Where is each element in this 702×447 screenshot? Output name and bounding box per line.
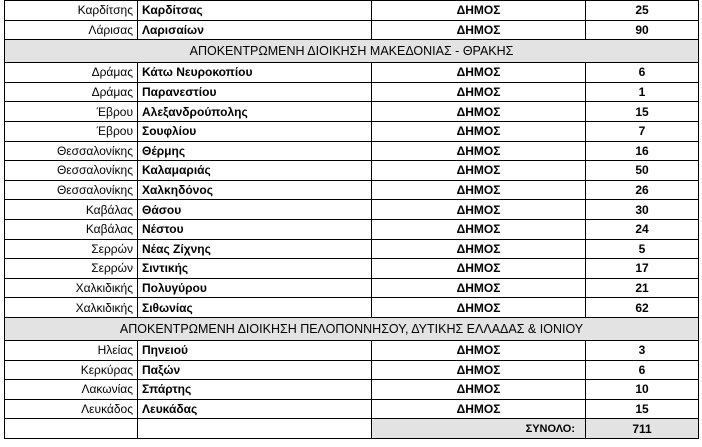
section-header-macedonia	[5, 40, 699, 63]
municipality-cell: Νέστου	[138, 219, 372, 239]
count-cell: 6	[586, 63, 699, 83]
count-cell: 1	[586, 82, 699, 102]
type-cell: ΔΗΜΟΣ	[372, 219, 586, 239]
count-cell: 15	[586, 102, 699, 122]
region-cell: Σερρών	[5, 259, 138, 279]
table-row	[5, 141, 699, 161]
total-row	[5, 419, 699, 439]
municipality-cell: Σιθωνίας	[138, 298, 372, 318]
type-cell: ΔΗΜΟΣ	[372, 82, 586, 102]
municipality-cell: Σιντικής	[138, 259, 372, 279]
table-body	[5, 1, 699, 439]
count-cell: 90	[586, 20, 699, 40]
table-row	[5, 1, 699, 21]
count-cell: 30	[586, 200, 699, 220]
count-cell: 62	[586, 298, 699, 318]
total-label: ΣΥΝΟΛΟ:	[372, 419, 586, 439]
municipality-cell: Παρανεστίου	[138, 82, 372, 102]
municipality-cell: Σουφλίου	[138, 121, 372, 141]
count-cell: 5	[586, 239, 699, 259]
table-row	[5, 121, 699, 141]
region-cell: Λευκάδος	[5, 399, 138, 419]
count-cell: 6	[586, 360, 699, 380]
count-cell: 24	[586, 219, 699, 239]
count-cell: 26	[586, 180, 699, 200]
table-row	[5, 20, 699, 40]
count-cell: 7	[586, 121, 699, 141]
table-row	[5, 161, 699, 181]
municipality-cell: Κάτω Νευροκοπίου	[138, 63, 372, 83]
type-cell: ΔΗΜΟΣ	[372, 399, 586, 419]
table-row	[5, 180, 699, 200]
municipality-cell: Καλαμαριάς	[138, 161, 372, 181]
table-row	[5, 239, 699, 259]
count-cell: 16	[586, 141, 699, 161]
type-cell: ΔΗΜΟΣ	[372, 121, 586, 141]
municipality-cell: Θέρμης	[138, 141, 372, 161]
table-row	[5, 102, 699, 122]
type-cell: ΔΗΜΟΣ	[372, 200, 586, 220]
region-cell: Δράμας	[5, 82, 138, 102]
empty-cell	[138, 419, 372, 439]
region-cell: Θεσσαλονίκης	[5, 141, 138, 161]
type-cell: ΔΗΜΟΣ	[372, 63, 586, 83]
count-cell: 3	[586, 340, 699, 360]
section-title: ΑΠΟΚΕΝΤΡΩΜΕΝΗ ΔΙΟΙΚΗΣΗ ΠΕΛΟΠΟΝΝΗΣΟΥ, ΔΥΤΙΚΗΣ ΕΛΛΑΔΑΣ & ΙΟΝΙΟΥ	[5, 317, 699, 340]
type-cell: ΔΗΜΟΣ	[372, 239, 586, 259]
region-cell: Θεσσαλονίκης	[5, 161, 138, 181]
allocation-table	[4, 0, 699, 439]
region-cell: Λακωνίας	[5, 380, 138, 400]
municipality-cell: Λευκάδας	[138, 399, 372, 419]
region-cell: Δράμας	[5, 63, 138, 83]
table-row	[5, 63, 699, 83]
region-cell: Καρδίτσης	[5, 1, 138, 21]
municipality-cell: Νέας Ζίχνης	[138, 239, 372, 259]
municipality-cell: Χαλκηδόνος	[138, 180, 372, 200]
count-cell: 10	[586, 380, 699, 400]
municipality-cell: Σπάρτης	[138, 380, 372, 400]
total-value: 711	[586, 419, 699, 439]
empty-cell	[5, 419, 138, 439]
count-cell: 50	[586, 161, 699, 181]
table-row	[5, 278, 699, 298]
type-cell: ΔΗΜΟΣ	[372, 340, 586, 360]
municipality-cell: Πολυγύρου	[138, 278, 372, 298]
municipality-cell: Θάσου	[138, 200, 372, 220]
count-cell: 25	[586, 1, 699, 21]
municipality-cell: Παξών	[138, 360, 372, 380]
region-cell: Έβρου	[5, 121, 138, 141]
table-row	[5, 219, 699, 239]
type-cell: ΔΗΜΟΣ	[372, 259, 586, 279]
region-cell: Θεσσαλονίκης	[5, 180, 138, 200]
table-row	[5, 399, 699, 419]
type-cell: ΔΗΜΟΣ	[372, 1, 586, 21]
count-cell: 21	[586, 278, 699, 298]
municipality-cell: Καρδίτσας	[138, 1, 372, 21]
region-cell: Κερκύρας	[5, 360, 138, 380]
type-cell: ΔΗΜΟΣ	[372, 180, 586, 200]
municipality-cell: Αλεξανδρούπολης	[138, 102, 372, 122]
type-cell: ΔΗΜΟΣ	[372, 380, 586, 400]
table-row	[5, 380, 699, 400]
region-cell: Χαλκιδικής	[5, 278, 138, 298]
municipality-cell: Λαρισαίων	[138, 20, 372, 40]
type-cell: ΔΗΜΟΣ	[372, 141, 586, 161]
type-cell: ΔΗΜΟΣ	[372, 360, 586, 380]
type-cell: ΔΗΜΟΣ	[372, 102, 586, 122]
table-row	[5, 298, 699, 318]
region-cell: Καβάλας	[5, 200, 138, 220]
region-cell: Έβρου	[5, 102, 138, 122]
type-cell: ΔΗΜΟΣ	[372, 20, 586, 40]
table-row	[5, 340, 699, 360]
region-cell: Χαλκιδικής	[5, 298, 138, 318]
table-row	[5, 82, 699, 102]
type-cell: ΔΗΜΟΣ	[372, 298, 586, 318]
table-row	[5, 259, 699, 279]
region-cell: Σερρών	[5, 239, 138, 259]
table-row	[5, 360, 699, 380]
type-cell: ΔΗΜΟΣ	[372, 278, 586, 298]
section-header-peloponnese	[5, 317, 699, 340]
region-cell: Καβάλας	[5, 219, 138, 239]
type-cell: ΔΗΜΟΣ	[372, 161, 586, 181]
region-cell: Λάρισας	[5, 20, 138, 40]
count-cell: 15	[586, 399, 699, 419]
section-title: ΑΠΟΚΕΝΤΡΩΜΕΝΗ ΔΙΟΙΚΗΣΗ ΜΑΚΕΔΟΝΙΑΣ - ΘΡΑΚΗΣ	[5, 40, 699, 63]
count-cell: 17	[586, 259, 699, 279]
table-row	[5, 200, 699, 220]
region-cell: Ηλείας	[5, 340, 138, 360]
municipality-cell: Πηνειού	[138, 340, 372, 360]
